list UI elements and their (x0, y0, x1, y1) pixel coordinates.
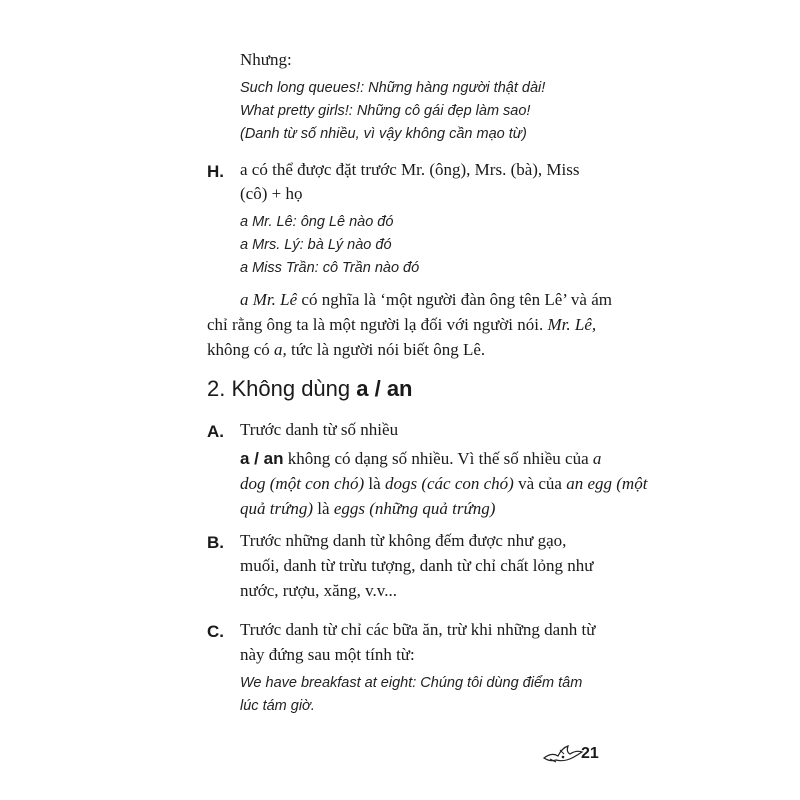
section-h-line-1: a có thể được đặt trước Mr. (ông), Mrs. (bà), Miss (240, 160, 580, 179)
item-a-marker: A. (207, 422, 224, 441)
item-b-line-2: muối, danh từ trừu tượng, danh từ chỉ chất lỏng như (240, 556, 594, 575)
section-h-para-line-1 (240, 290, 612, 310)
item-a-bold-term: a / an (240, 449, 284, 468)
para-text: tức là người nói biết ông Lê. (286, 340, 486, 359)
para-italic-term: a Mr. Lê (240, 290, 298, 309)
page-number: 21 (581, 745, 599, 762)
item-a-italic: eggs (những quả trứng) (333, 499, 496, 518)
para-italic-term: Mr. Lê, (547, 315, 597, 334)
section-h-example-1: a Mr. Lê: ông Lê nào đó (240, 214, 394, 230)
item-a-italic: dogs (các con chó) (384, 474, 514, 493)
intro-label: Nhưng: (240, 50, 292, 69)
item-c-marker: C. (207, 622, 224, 641)
section-2-heading-bold: a / an (356, 376, 413, 401)
section-h-example-3: a Miss Trần: cô Trần nào đó (240, 260, 420, 276)
item-a-text: là (364, 474, 385, 493)
item-a-line-1 (240, 449, 601, 469)
item-c-example-1: We have breakfast at eight: Chúng tôi dùng điểm tâm (240, 675, 583, 691)
item-b-marker: B. (207, 533, 224, 552)
section-h-marker: H. (207, 162, 224, 181)
item-c-line-2: này đứng sau một tính từ: (240, 645, 415, 664)
item-a-title: Trước danh từ số nhiều (240, 420, 399, 439)
section-2-heading (207, 376, 413, 402)
item-b-line-1: Trước những danh từ không đếm được như gạo, (240, 531, 567, 550)
section-h-para-line-3 (207, 340, 485, 360)
item-a-line-2 (240, 474, 647, 494)
para-text: chỉ rằng ông ta là một người lạ đối với người nói. (207, 315, 548, 334)
intro-example-2: What pretty girls!: Những cô gái đẹp làm sao! (240, 103, 531, 119)
item-b-line-3: nước, rượu, xăng, v.v... (240, 581, 397, 600)
item-a-italic: quả trứng) (240, 499, 314, 518)
section-2-heading-text: 2. Không dùng (207, 376, 357, 401)
para-text: không có (207, 340, 275, 359)
item-a-italic: a (592, 449, 602, 468)
item-a-italic: dog (một con chó) (240, 474, 365, 493)
item-c-line-1: Trước danh từ chỉ các bữa ăn, trừ khi những danh từ (240, 620, 596, 639)
item-a-text: là (313, 499, 334, 518)
section-h-example-2: a Mrs. Lý: bà Lý nào đó (240, 237, 392, 253)
para-italic-term: a, (274, 340, 287, 359)
section-h-para-line-2 (207, 315, 596, 335)
item-a-text: và của (513, 474, 567, 493)
item-c-example-2: lúc tám giờ. (240, 698, 315, 714)
para-text: có nghĩa là ‘một người đàn ông tên Lê’ và ám (297, 290, 612, 309)
section-h-line-2: (cô) + họ (240, 184, 303, 203)
item-a-line-3 (240, 499, 495, 519)
intro-example-1: Such long queues!: Những hàng người thật dài! (240, 80, 546, 96)
intro-example-3: (Danh từ số nhiều, vì vậy không cần mạo từ) (240, 126, 527, 142)
flying-bird-icon (542, 742, 584, 764)
item-a-italic: an egg (một (566, 474, 648, 493)
item-a-text: không có dạng số nhiều. Vì thế số nhiều của (283, 449, 593, 468)
